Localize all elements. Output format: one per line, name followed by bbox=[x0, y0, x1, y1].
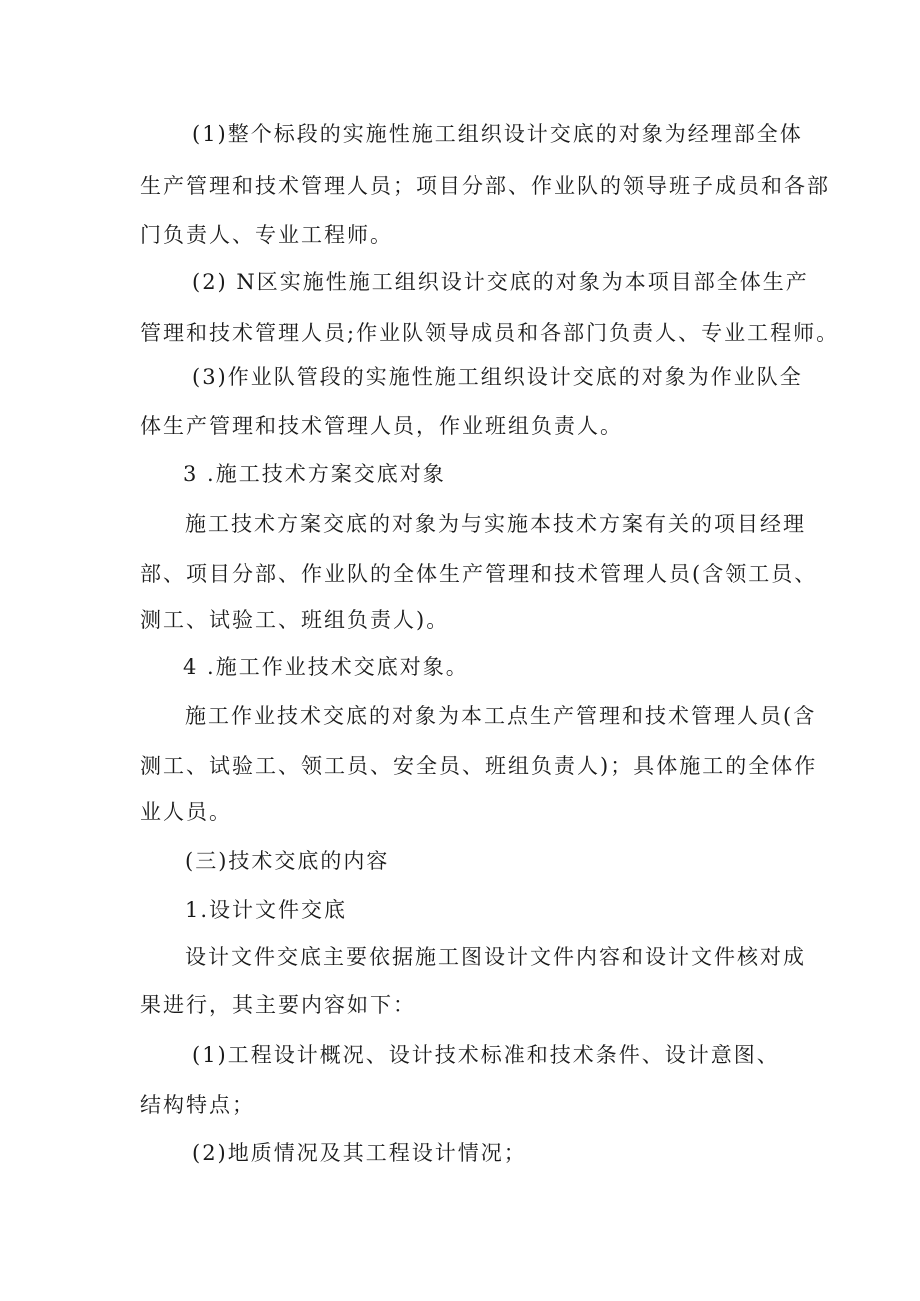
section-heading: (三)技术交底的内容 bbox=[185, 849, 390, 873]
section-heading: 1.设计文件交底 bbox=[185, 898, 348, 922]
paragraph-line: 门负责人、专业工程师。 bbox=[140, 223, 393, 247]
paragraph-line: 测工、试验工、领工员、安全员、班组负责人)；具体施工的全体作 bbox=[140, 754, 818, 778]
paragraph-line: 体生产管理和技术管理人员，作业班组负责人。 bbox=[140, 414, 623, 438]
paragraph-line: 部、项目分部、作业队的全体生产管理和技术管理人员(含领工员、 bbox=[140, 562, 818, 586]
paragraph-line: (1)整个标段的实施性施工组织设计交底的对象为经理部全体 bbox=[192, 122, 803, 146]
paragraph-line: 管理和技术管理人员;作业队领导成员和各部门负责人、专业工程师。 bbox=[140, 321, 840, 345]
paragraph-line: 生产管理和技术管理人员；项目分部、作业队的领导班子成员和各部 bbox=[140, 174, 830, 198]
paragraph-line: 施工作业技术交底的对象为本工点生产管理和技术管理人员(含 bbox=[185, 704, 817, 728]
paragraph-line: 施工技术方案交底的对象为与实施本技术方案有关的项目经理 bbox=[185, 512, 806, 536]
paragraph-line: 业人员。 bbox=[140, 800, 232, 824]
section-heading: 3 .施工技术方案交底对象 bbox=[183, 462, 446, 486]
paragraph-line: (2)地质情况及其工程设计情况； bbox=[192, 1141, 527, 1165]
paragraph-line: 设计文件交底主要依据施工图设计文件内容和设计文件核对成 bbox=[185, 945, 806, 969]
paragraph-line: 测工、试验工、班组负责人)。 bbox=[140, 608, 450, 632]
section-heading: 4 .施工作业技术交底对象。 bbox=[183, 655, 469, 679]
paragraph-line: (1)工程设计概况、设计技术标准和技术条件、设计意图、 bbox=[192, 1043, 780, 1067]
paragraph-line: 结构特点； bbox=[140, 1093, 255, 1117]
paragraph-line: 果进行，其主要内容如下： bbox=[140, 993, 416, 1017]
paragraph-line: (2) N区实施性施工组织设计交底的对象为本项目部全体生产 bbox=[192, 270, 809, 294]
paragraph-line: (3)作业队管段的实施性施工组织设计交底的对象为作业队全 bbox=[192, 365, 803, 389]
